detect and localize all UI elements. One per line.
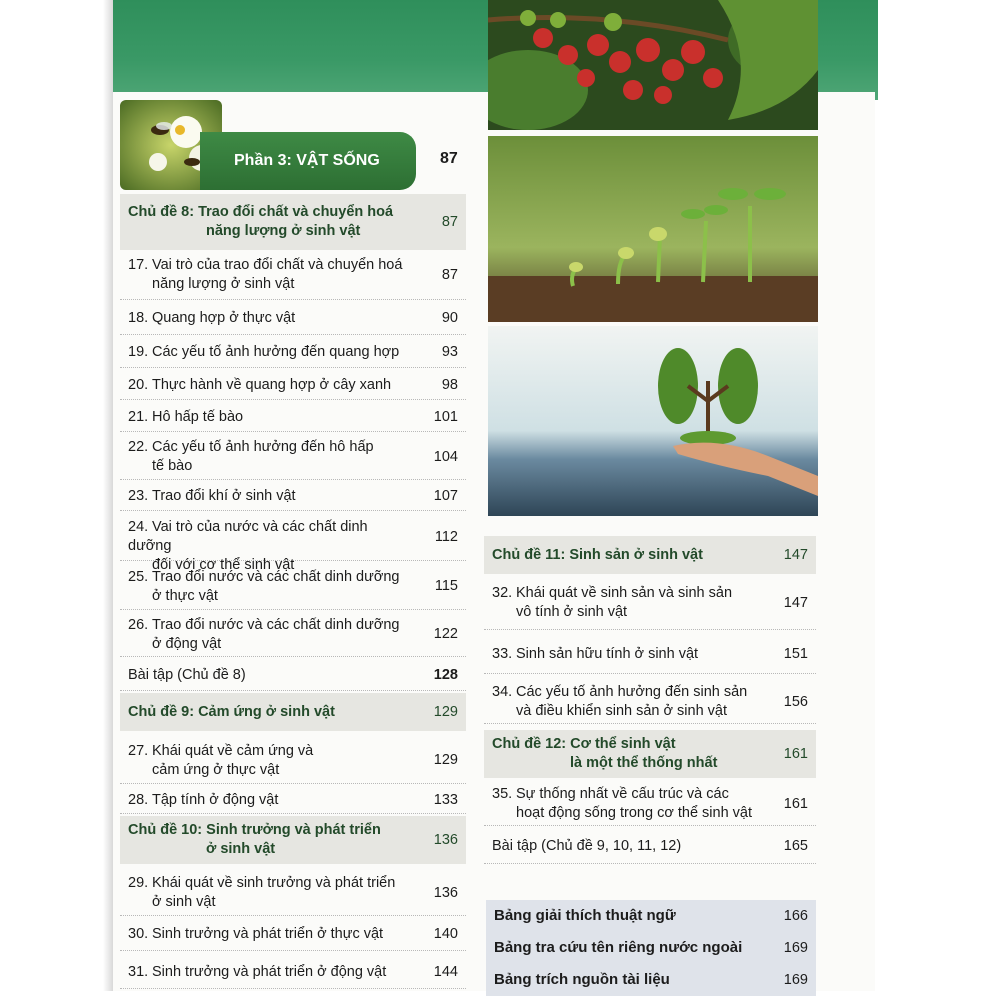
toc-topic-row[interactable] — [120, 194, 466, 250]
toc-page-number: 136 — [433, 831, 458, 848]
toc-entry-line — [128, 343, 414, 362]
glossary-label: Bảng giải thích thuật ngữ — [494, 907, 676, 924]
toc-entry-line — [492, 804, 764, 823]
glossary-label: Bảng tra cứu tên riêng nước ngoài — [494, 939, 743, 956]
toc-entry-text: Chủ đề 10: Sinh trưởng và phát triển — [128, 822, 381, 838]
toc-entry-line — [128, 963, 414, 982]
toc-page-number: 128 — [433, 666, 458, 683]
toc-page-number: 107 — [433, 488, 458, 504]
toc-entry-text: ở động vật — [152, 635, 222, 652]
lesson-number: 29. — [128, 875, 149, 891]
toc-exercise-row[interactable] — [484, 828, 816, 864]
lesson-number: 22. — [128, 439, 149, 455]
toc-entry-line — [492, 754, 764, 773]
toc-lesson-row[interactable] — [120, 370, 466, 400]
toc-entry-label — [492, 828, 816, 856]
toc-topic-row[interactable] — [484, 730, 816, 778]
toc-entry-text: năng lượng ở sinh vật — [206, 223, 361, 239]
toc-entry-label — [128, 870, 466, 912]
toc-entry-label — [128, 816, 466, 859]
toc-entry-text: năng lượng ở sinh vật — [152, 276, 295, 292]
toc-page-number: 93 — [441, 344, 458, 360]
part-banner[interactable]: Phần 3: VẬT SỐNG — [200, 132, 416, 190]
toc-entry-text: Trao đổi nước và các chất dinh dưỡng — [152, 568, 400, 585]
toc-entry-label — [128, 955, 466, 982]
toc-entry-text: Bài tập (Chủ đề 8) — [128, 666, 246, 683]
toc-entry-label — [128, 302, 466, 328]
toc-page-number: 161 — [783, 795, 808, 812]
toc-entry-line — [128, 791, 414, 810]
toc-page-number: 112 — [434, 528, 458, 545]
toc-topic-row[interactable] — [484, 536, 816, 574]
lesson-number: 20. — [128, 376, 149, 393]
sprouts-photo — [488, 136, 818, 322]
toc-page-number: 98 — [441, 376, 458, 393]
toc-entry-text: là một thể thống nhất — [570, 755, 718, 771]
toc-entry-line — [128, 616, 414, 635]
toc-entry-text: Chủ đề 11: Sinh sản ở sinh vật — [492, 546, 703, 563]
toc-entry-line — [128, 376, 414, 395]
toc-lesson-row[interactable] — [120, 337, 466, 368]
toc-page-number: 133 — [433, 791, 458, 808]
toc-page-number: 161 — [783, 745, 808, 762]
toc-entry-line — [128, 222, 414, 241]
toc-lesson-row[interactable] — [120, 737, 466, 784]
toc-lesson-row[interactable] — [120, 563, 466, 610]
toc-entry-text: Các yếu tố ảnh hưởng đến quang hợp — [152, 344, 400, 360]
toc-entry-text: Trao đổi nước và các chất dinh dưỡng — [152, 616, 400, 633]
toc-entry-line — [128, 703, 414, 722]
toc-entry-line — [492, 603, 764, 622]
toc-page-number: 147 — [783, 594, 808, 611]
lesson-number: 18. — [128, 310, 149, 326]
lesson-number: 27. — [128, 742, 149, 759]
toc-entry-text: Trao đổi khí ở sinh vật — [152, 488, 296, 504]
toc-entry-text: Vai trò của trao đổi chất và chuyển hoá — [152, 257, 403, 273]
toc-entry-text: tế bào — [152, 458, 193, 474]
toc-entry-line — [492, 584, 764, 603]
toc-entry-label — [128, 370, 466, 395]
glossary-page-number: 166 — [783, 908, 808, 924]
glossary-row[interactable] — [486, 900, 816, 932]
toc-entry-line — [128, 742, 414, 761]
toc-entry-line — [128, 587, 414, 606]
toc-entry-text: đối với cơ thể sinh vật — [152, 557, 295, 573]
toc-entry-label — [492, 730, 816, 773]
toc-lesson-row[interactable] — [484, 782, 816, 826]
toc-lesson-row[interactable] — [484, 680, 816, 724]
toc-exercise-row[interactable] — [120, 659, 466, 691]
toc-topic-row[interactable] — [120, 693, 466, 731]
toc-entry-label — [128, 693, 466, 722]
coffee-cherries-photo — [488, 0, 818, 130]
toc-entry-text: Tập tính ở động vật — [152, 791, 279, 808]
toc-entry-text: ở sinh vật — [206, 841, 276, 857]
toc-entry-line — [128, 874, 414, 893]
toc-page-number: 115 — [434, 578, 458, 594]
toc-lesson-row[interactable] — [120, 918, 466, 951]
lesson-number: 31. — [128, 963, 149, 980]
toc-entry-label — [128, 434, 466, 476]
toc-lesson-row[interactable] — [120, 482, 466, 511]
toc-entry-line — [128, 457, 414, 476]
toc-page-number: 122 — [433, 626, 458, 642]
toc-entry-line — [128, 893, 414, 912]
toc-entry-line — [128, 203, 414, 222]
toc-entry-line — [492, 785, 764, 804]
toc-lesson-row[interactable] — [484, 576, 816, 630]
toc-page-number: 165 — [783, 837, 808, 854]
toc-entry-text: cảm ứng ở thực vật — [152, 761, 280, 778]
lesson-number: 32. — [492, 585, 513, 601]
toc-lesson-row[interactable] — [120, 612, 466, 657]
toc-entry-line — [128, 408, 414, 427]
toc-entry-line — [128, 518, 414, 556]
toc-lesson-row[interactable] — [484, 634, 816, 674]
toc-entry-line — [128, 275, 414, 294]
toc-entry-line — [128, 309, 414, 328]
toc-entry-label — [128, 194, 466, 241]
toc-page-number: 129 — [433, 752, 458, 768]
toc-page-number: 90 — [441, 310, 458, 326]
lesson-number: 23. — [128, 488, 149, 504]
toc-entry-text: Thực hành về quang hợp ở cây xanh — [152, 376, 392, 393]
toc-lesson-row[interactable] — [120, 434, 466, 480]
toc-entry-label — [128, 659, 466, 685]
toc-entry-line — [128, 821, 414, 840]
lesson-number: 21. — [128, 408, 149, 425]
toc-page-number: 140 — [433, 926, 458, 942]
toc-entry-line — [492, 837, 764, 856]
toc-entry-text: Chủ đề 8: Trao đổi chất và chuyển hoá — [128, 204, 394, 220]
toc-entry-text: Sự thống nhất về cấu trúc và các — [516, 786, 729, 802]
glossary-label: Bảng trích nguồn tài liệu — [494, 971, 670, 988]
toc-entry-line — [128, 635, 414, 654]
lesson-number: 17. — [128, 257, 149, 273]
toc-page-number: 147 — [783, 546, 808, 563]
toc-entry-label — [128, 482, 466, 506]
toc-entry-label — [492, 536, 816, 565]
toc-entry-line — [492, 735, 764, 754]
toc-entry-line — [128, 925, 414, 944]
toc-page-number: 144 — [433, 963, 458, 980]
toc-entry-text: Quang hợp ở thực vật — [152, 310, 296, 326]
toc-entry-text: Hô hấp tế bào — [152, 408, 244, 425]
toc-page-number: 104 — [433, 448, 458, 465]
toc-page-number: 129 — [433, 703, 458, 720]
toc-lesson-row[interactable] — [120, 870, 466, 916]
toc-entry-text: vô tính ở sinh vật — [516, 604, 628, 620]
toc-entry-text: Sinh trưởng và phát triển ở thực vật — [152, 926, 384, 942]
toc-page-number: 87 — [441, 266, 458, 283]
toc-lesson-row[interactable] — [120, 786, 466, 814]
toc-entry-line — [128, 256, 414, 275]
toc-entry-label — [128, 337, 466, 362]
toc-entry-label — [492, 782, 816, 823]
glossary-page-number: 169 — [783, 972, 808, 988]
lesson-number: 26. — [128, 616, 149, 633]
toc-entry-label — [492, 576, 816, 622]
lesson-number: 34. — [492, 684, 513, 700]
toc-entry-label — [128, 737, 466, 780]
toc-entry-line — [492, 683, 764, 702]
toc-entry-line — [128, 666, 414, 685]
toc-lesson-row[interactable] — [120, 402, 466, 432]
toc-entry-text: Khái quát về sinh trưởng và phát triển — [152, 875, 396, 891]
toc-entry-text: Chủ đề 12: Cơ thể sinh vật — [492, 736, 676, 752]
toc-entry-label — [128, 250, 466, 294]
toc-entry-text: Sinh trưởng và phát triển ở động vật — [152, 963, 387, 980]
toc-entry-label — [492, 680, 816, 721]
toc-page-number: 151 — [783, 645, 808, 662]
toc-lesson-row[interactable] — [120, 955, 466, 989]
toc-entry-line — [128, 487, 414, 506]
lesson-number: 35. — [492, 786, 513, 802]
toc-entry-text: Các yếu tố ảnh hưởng đến hô hấp — [152, 439, 374, 455]
toc-page-number: 156 — [783, 693, 808, 710]
lesson-number: 28. — [128, 791, 149, 808]
part-page-number: 87 — [440, 150, 458, 167]
glossary-row[interactable] — [486, 932, 816, 964]
toc-entry-text: Bài tập (Chủ đề 9, 10, 11, 12) — [492, 837, 682, 854]
toc-entry-label — [128, 786, 466, 810]
toc-entry-line — [492, 702, 764, 721]
toc-entry-line — [128, 761, 414, 780]
toc-entry-text: và điều khiển sinh sản ở sinh vật — [516, 703, 728, 719]
toc-entry-text: Khái quát về cảm ứng và — [152, 742, 314, 759]
glossary-page-number: 169 — [783, 940, 808, 956]
toc-lesson-row[interactable] — [120, 302, 466, 335]
toc-entry-label — [128, 612, 466, 654]
page-shadow — [103, 0, 113, 991]
lung-tree-photo — [488, 326, 818, 516]
toc-entry-line — [128, 568, 414, 587]
toc-entry-text: Sinh sản hữu tính ở sinh vật — [516, 645, 699, 662]
toc-entry-text: Vai trò của nước và các chất dinh dưỡng — [128, 519, 368, 554]
toc-entry-label — [128, 918, 466, 944]
toc-entry-line — [492, 546, 764, 565]
toc-entry-line — [128, 840, 414, 859]
toc-page-number: 136 — [433, 884, 458, 901]
toc-entry-text: Khái quát về sinh sản và sinh sản — [516, 585, 733, 601]
lesson-number: 33. — [492, 645, 513, 662]
toc-entry-text: ở sinh vật — [152, 894, 216, 910]
toc-page-number: 87 — [441, 213, 458, 230]
lesson-number: 19. — [128, 344, 149, 360]
toc-entry-label — [128, 563, 466, 606]
glossary-row[interactable] — [486, 964, 816, 996]
lesson-number: 24. — [128, 519, 149, 535]
toc-entry-line — [492, 645, 764, 664]
toc-page-number: 101 — [433, 408, 458, 425]
toc-lesson-row[interactable] — [120, 250, 466, 300]
toc-entry-text: ở thực vật — [152, 587, 218, 604]
toc-entry-text: hoạt động sống trong cơ thể sinh vật — [516, 805, 753, 821]
lesson-number: 25. — [128, 568, 149, 585]
toc-entry-text: Các yếu tố ảnh hưởng đến sinh sản — [516, 684, 748, 700]
toc-entry-line — [128, 438, 414, 457]
lesson-number: 30. — [128, 926, 149, 942]
toc-entry-label — [128, 402, 466, 427]
toc-entry-text: Chủ đề 9: Cảm ứng ở sinh vật — [128, 703, 335, 720]
toc-topic-row[interactable] — [120, 816, 466, 864]
toc-entry-label — [492, 634, 816, 664]
toc-lesson-row[interactable] — [120, 513, 466, 573]
